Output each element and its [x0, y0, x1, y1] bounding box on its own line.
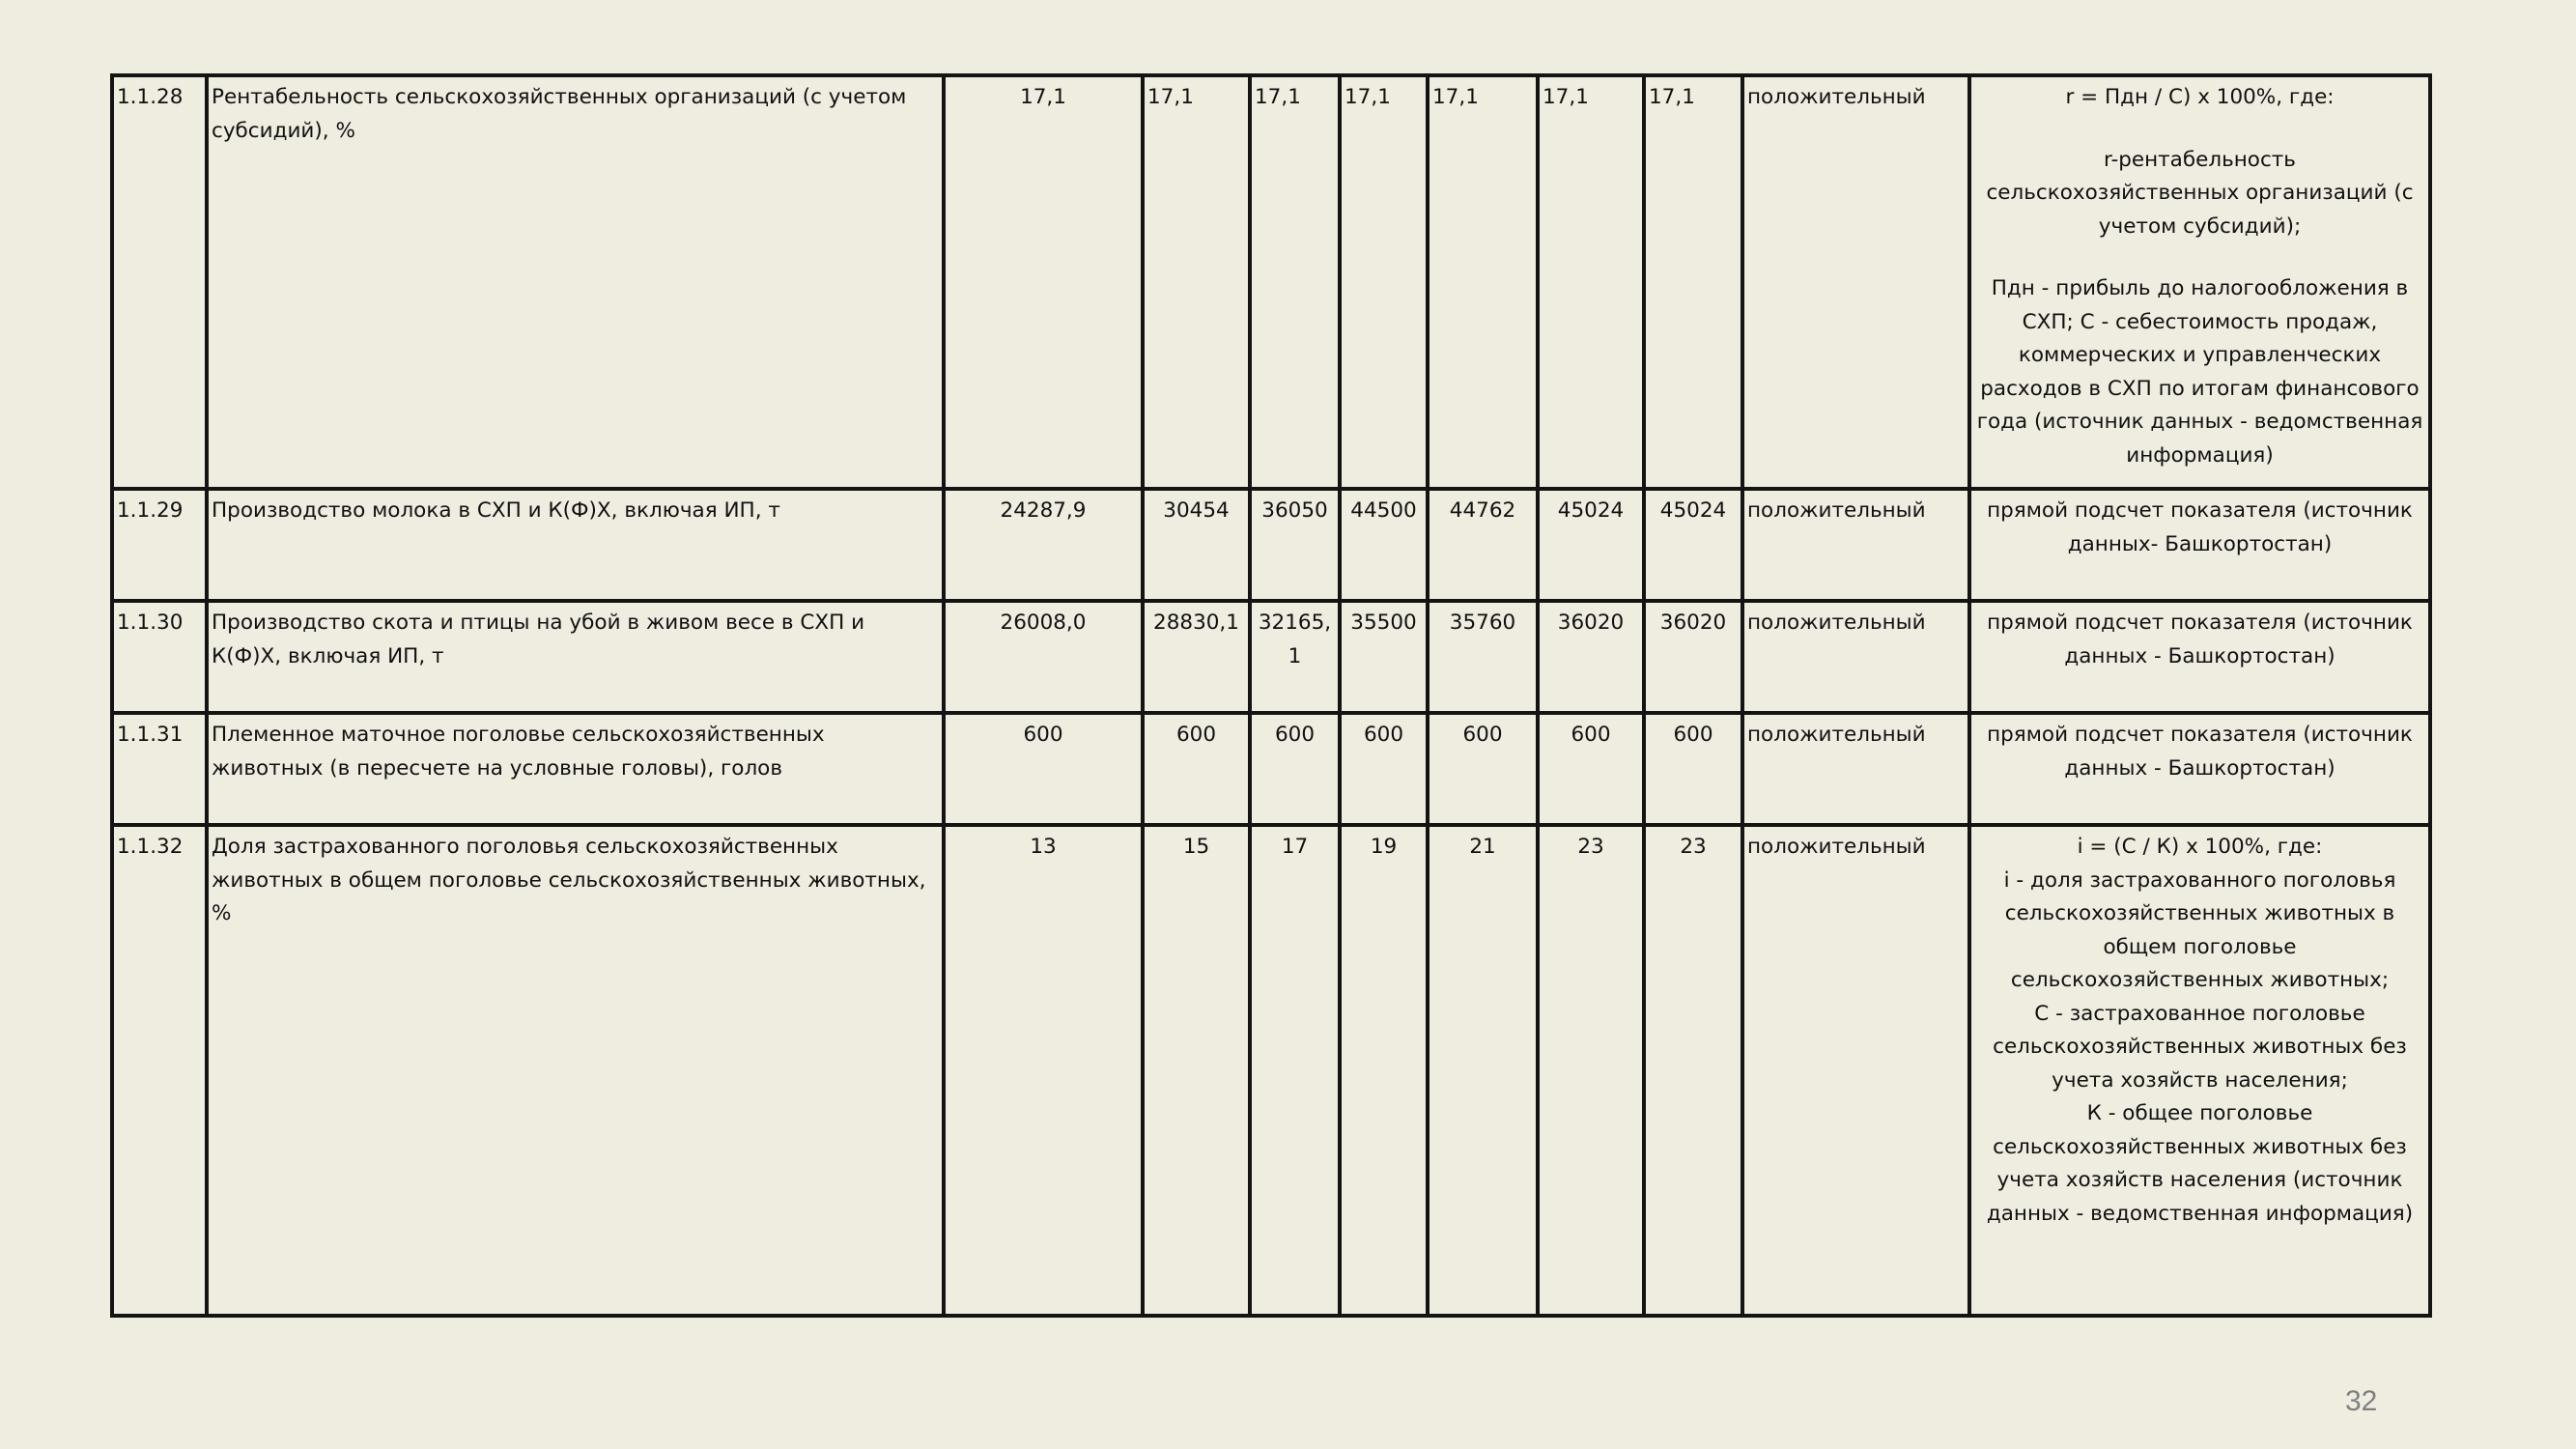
method-cell — [1969, 75, 2430, 489]
direction-cell: положительный — [1742, 601, 1969, 713]
row-name: Производство молока в СХП и К(Ф)Х, включая ИП, т — [207, 489, 944, 601]
value-cell: 30454 — [1143, 489, 1250, 601]
value-cell: 35760 — [1428, 601, 1538, 713]
value-cell: 13 — [944, 825, 1143, 1316]
row-code: 1.1.32 — [112, 825, 207, 1316]
value-cell: 17,1 — [1538, 75, 1644, 489]
method-cell: прямой подсчет показателя (источник данных - Башкортостан) — [1969, 601, 2430, 713]
value-cell: 28830,1 — [1143, 601, 1250, 713]
row-code: 1.1.30 — [112, 601, 207, 713]
value-cell: 35500 — [1340, 601, 1428, 713]
value-cell: 600 — [1340, 713, 1428, 825]
row-code: 1.1.29 — [112, 489, 207, 601]
direction-cell: положительный — [1742, 75, 1969, 489]
row-name: Племенное маточное поголовье сельскохозяйственных животных (в пересчете на условные головы), голов — [207, 713, 944, 825]
value-cell: 23 — [1538, 825, 1644, 1316]
table-row — [112, 601, 2430, 713]
value-cell: 36020 — [1538, 601, 1644, 713]
value-cell: 600 — [1250, 713, 1340, 825]
value-cell: 600 — [944, 713, 1143, 825]
value-cell: 32165,1 — [1250, 601, 1340, 713]
value-cell: 21 — [1428, 825, 1538, 1316]
table-row — [112, 75, 2430, 489]
method-line: i - доля застрахованного поголовья сельскохозяйственных животных в общем поголовье сельскохозяйственных животных; — [2003, 867, 2396, 992]
value-cell: 44500 — [1340, 489, 1428, 601]
value-cell: 17,1 — [944, 75, 1143, 489]
value-cell: 15 — [1143, 825, 1250, 1316]
value-cell: 23 — [1644, 825, 1742, 1316]
method-line: Пдн - прибыль до налогообложения в СХП; С - себестоимость продаж, коммерческих и управленческих расходов в СХП по итогам финансового года (источник данных - ведомственная информация) — [1976, 276, 2423, 468]
value-cell: 17 — [1250, 825, 1340, 1316]
value-cell: 17,1 — [1250, 75, 1340, 489]
value-cell: 600 — [1538, 713, 1644, 825]
direction-cell: положительный — [1742, 489, 1969, 601]
method-line: К - общее поголовье сельскохозяйственных животных без учета хозяйств населения (источник данных - ведомственная информация) — [1986, 1101, 2414, 1226]
method-cell — [1969, 825, 2430, 1316]
direction-cell: положительный — [1742, 825, 1969, 1316]
value-cell: 600 — [1428, 713, 1538, 825]
row-code: 1.1.31 — [112, 713, 207, 825]
row-name: Производство скота и птицы на убой в живом весе в СХП и К(Ф)Х, включая ИП, т — [207, 601, 944, 713]
table-row — [112, 713, 2430, 825]
value-cell: 24287,9 — [944, 489, 1143, 601]
value-cell: 17,1 — [1340, 75, 1428, 489]
direction-cell: положительный — [1742, 713, 1969, 825]
indicators-table — [110, 73, 2432, 1318]
table-row — [112, 489, 2430, 601]
value-cell: 17,1 — [1428, 75, 1538, 489]
value-cell: 600 — [1143, 713, 1250, 825]
row-name: Доля застрахованного поголовья сельскохозяйственных животных в общем поголовье сельскохозяйственных животных, % — [207, 825, 944, 1316]
value-cell: 17,1 — [1644, 75, 1742, 489]
table-row — [112, 825, 2430, 1316]
method-line: r-рентабельность сельскохозяйственных организаций (с учетом субсидий); — [1986, 147, 2414, 239]
method-cell: прямой подсчет показателя (источник данных- Башкортостан) — [1969, 489, 2430, 601]
page-number: 32 — [2345, 1385, 2378, 1417]
value-cell: 45024 — [1538, 489, 1644, 601]
value-cell: 19 — [1340, 825, 1428, 1316]
value-cell: 26008,0 — [944, 601, 1143, 713]
value-cell: 36050 — [1250, 489, 1340, 601]
method-line: i = (С / К) х 100%, где: — [2077, 835, 2323, 859]
method-line: r = Пдн / С) х 100%, где: — [2065, 85, 2335, 109]
method-line: С - застрахованное поголовье сельскохозяйственных животных без учета хозяйств населения; — [1993, 1001, 2407, 1093]
value-cell: 44762 — [1428, 489, 1538, 601]
value-cell: 17,1 — [1143, 75, 1250, 489]
value-cell: 45024 — [1644, 489, 1742, 601]
method-cell: прямой подсчет показателя (источник данных - Башкортостан) — [1969, 713, 2430, 825]
value-cell: 36020 — [1644, 601, 1742, 713]
row-name: Рентабельность сельскохозяйственных организаций (с учетом субсидий), % — [207, 75, 944, 489]
value-cell: 600 — [1644, 713, 1742, 825]
row-code: 1.1.28 — [112, 75, 207, 489]
